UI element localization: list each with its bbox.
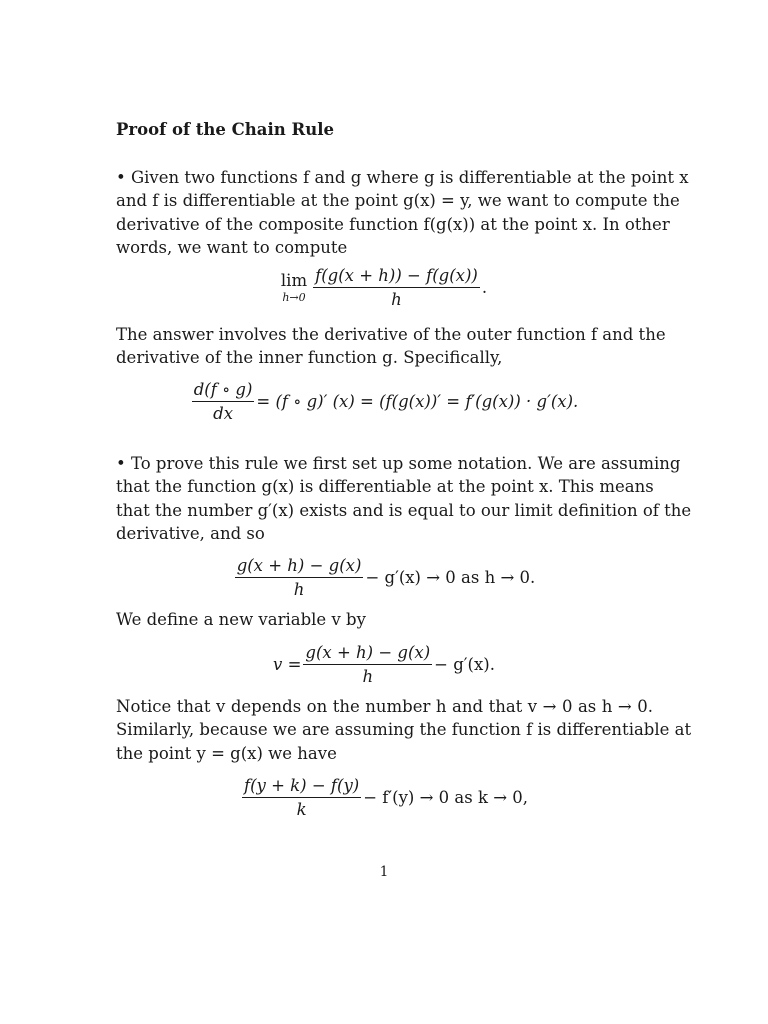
- text-line: the point y = g(x) we have: [116, 743, 337, 763]
- equation-rhs: − f′(y) → 0 as k → 0,: [363, 788, 529, 807]
- fraction-numerator: g(x + h) − g(x): [303, 643, 432, 665]
- text-line: The answer involves the derivative of the outer function f and the: [116, 325, 666, 344]
- fraction-numerator: f(g(x + h)) − f(g(x)): [313, 266, 480, 288]
- fraction-numerator: f(y + k) − f(y): [242, 776, 361, 798]
- paragraph-notation: [116, 452, 692, 545]
- text-line: derivative of the inner function g. Specifically,: [116, 348, 503, 368]
- text-line: and f is differentiable at the point g(x) = y, we want to compute the: [116, 191, 680, 211]
- text-line: • To prove this rule we first set up some notation. We are assuming: [116, 454, 681, 473]
- text-line: • Given two functions f and g where g is differentiable at the point x: [116, 168, 689, 187]
- fraction: [235, 556, 364, 599]
- paragraph-f-differentiable: [116, 695, 692, 765]
- equation-rhs: − g′(x).: [434, 655, 495, 674]
- fraction: [192, 380, 255, 423]
- equation-chain-rule: [0, 380, 768, 423]
- paragraph-outer-inner: [116, 323, 666, 370]
- limit-operator: [281, 271, 307, 304]
- text-line: derivative of the composite function f(g(x)) at the point x. In other: [116, 214, 670, 234]
- equation-rhs: − g′(x) → 0 as h → 0.: [365, 568, 536, 587]
- text-line: words, we want to compute: [116, 237, 348, 257]
- equation-tail: .: [481, 278, 488, 297]
- limit-subscript: h→0: [282, 291, 306, 304]
- document-title: Proof of the Chain Rule: [116, 120, 334, 139]
- limit-label: lim: [280, 271, 308, 290]
- text-line: derivative, and so: [116, 523, 265, 543]
- fraction-denominator: h: [293, 580, 305, 599]
- page-number: 1: [379, 864, 389, 880]
- equation-lhs: v =: [273, 655, 302, 674]
- paragraph-define-v: [116, 608, 653, 631]
- fraction-denominator: k: [296, 800, 307, 819]
- fraction-denominator: dx: [213, 404, 234, 423]
- equation-v-definition: [0, 643, 768, 686]
- text-line: that the function g(x) is differentiable at the point x. This means: [116, 477, 654, 497]
- fraction: [303, 643, 432, 686]
- fraction: [313, 266, 480, 309]
- equation-g-derivative: [0, 556, 768, 599]
- paragraph-intro: [116, 166, 689, 259]
- fraction: [242, 776, 361, 819]
- fraction-denominator: h: [391, 290, 402, 309]
- text-line: that the number g′(x) exists and is equal to our limit definition of the: [116, 500, 692, 520]
- equation-f-derivative: [0, 776, 768, 819]
- fraction-denominator: h: [362, 667, 374, 686]
- equation-limit: [0, 266, 768, 309]
- fraction-numerator: d(f ∘ g): [192, 380, 255, 402]
- text-line: Similarly, because we are assuming the function f is differentiable at: [116, 720, 692, 740]
- fraction-numerator: g(x + h) − g(x): [235, 556, 364, 578]
- text-line: Notice that v depends on the number h and that v → 0 as h → 0.: [116, 697, 653, 716]
- text-line: We define a new variable v by: [116, 610, 366, 629]
- equation-rhs: = (f ∘ g)′ (x) = (f(g(x))′ = f′(g(x)) · g′(x).: [256, 392, 579, 411]
